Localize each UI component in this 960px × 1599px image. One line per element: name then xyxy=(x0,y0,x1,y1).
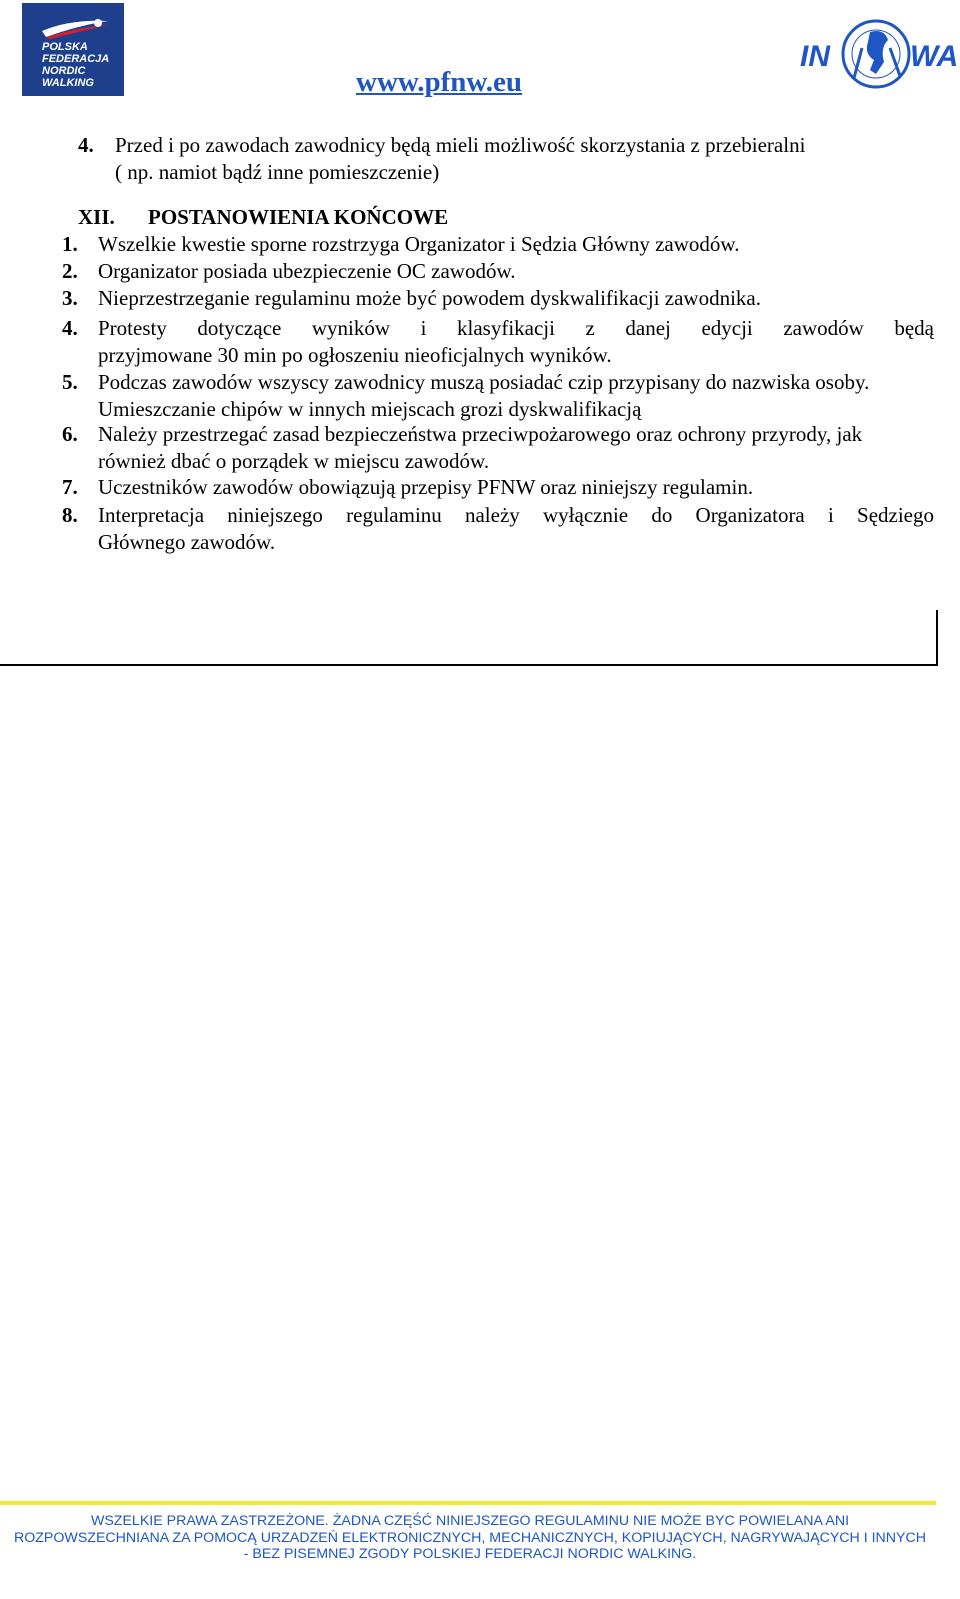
divider-vertical xyxy=(936,610,938,666)
item-text: Podczas zawodów wszyscy zawodnicy muszą posiadać czip przypisany do nazwiska osoby. xyxy=(98,370,870,394)
item-text: Nieprzestrzeganie regulaminu może być powodem dyskwalifikacji zawodnika. xyxy=(98,286,762,310)
item-text: ( np. namiot bądź inne pomieszczenie) xyxy=(115,160,440,184)
item-number: 6. xyxy=(62,422,78,446)
nordic-walker-globe-icon xyxy=(840,18,912,90)
item-text: Interpretacja niniejszego regulaminu należy wyłącznie do Organizatora i Sędziego xyxy=(98,503,934,527)
item-text: Należy przestrzegać zasad bezpieczeństwa przeciwpożarowego oraz ochrony przyrody, jak xyxy=(98,422,863,446)
section-title: POSTANOWIENIA KOŃCOWE xyxy=(148,205,449,229)
footer-line: WSZELKIE PRAWA ZASTRZEŻONE. ŻADNA CZĘŚĆ NINIEJSZEGO REGULAMINU NIE MOŻE BYC POWIELANA ANI xyxy=(90,1513,850,1529)
item-number: 3. xyxy=(62,286,78,310)
item-number: 1. xyxy=(62,232,78,256)
item-text: Głównego zawodów. xyxy=(98,530,276,554)
item-number: 4. xyxy=(62,316,78,340)
pfnw-logo-text: POLSKA FEDERACJA NORDIC WALKING xyxy=(42,41,110,89)
website-link[interactable]: www.pfnw.eu xyxy=(356,66,522,98)
footer-line: ROZPOWSZECHNIANA ZA POMOCĄ URZADZEŃ ELEKTRONICZNYCH, MECHANICZNYCH, KOPIUJĄCYCH, NAGRYWAJĄCYCH I INNYCH xyxy=(13,1529,927,1546)
item-text: przyjmowane 30 min po ogłoszeniu nieoficjalnych wyników. xyxy=(98,343,612,367)
item-number: 8. xyxy=(62,503,78,527)
item-number: 5. xyxy=(62,370,78,394)
item-number: 7. xyxy=(62,475,78,499)
inwa-logo: IN WA xyxy=(800,18,960,90)
item-number: 2. xyxy=(62,259,78,283)
item-number: 4. xyxy=(78,133,94,157)
footer-line: - BEZ PISEMNEJ ZGODY POLSKIEJ FEDERACJI NORDIC WALKING. xyxy=(243,1546,697,1562)
item-text: Organizator posiada ubezpieczenie OC zawodów. xyxy=(98,259,516,283)
item-text: Uczestników zawodów obowiązują przepisy PFNW oraz niniejszy regulamin. xyxy=(98,475,754,499)
footer-rule xyxy=(0,1501,936,1505)
item-text: Umieszczanie chipów w innych miejscach grozi dyskwalifikacją xyxy=(98,397,642,421)
section-number: XII. xyxy=(78,205,115,229)
item-text: Wszelkie kwestie sporne rozstrzyga Organizator i Sędzia Główny zawodów. xyxy=(98,232,740,256)
divider xyxy=(0,664,938,666)
item-text: Protesty dotyczące wyników i klasyfikacji z danej edycji zawodów będą xyxy=(98,316,934,340)
flag-swoosh-icon xyxy=(40,17,110,39)
item-text: Przed i po zawodach zawodnicy będą mieli możliwość skorzystania z przebieralni xyxy=(115,133,806,157)
pfnw-logo xyxy=(22,3,124,96)
item-text: również dbać o porządek w miejscu zawodów. xyxy=(98,449,490,473)
copyright-footer xyxy=(0,1513,940,1563)
